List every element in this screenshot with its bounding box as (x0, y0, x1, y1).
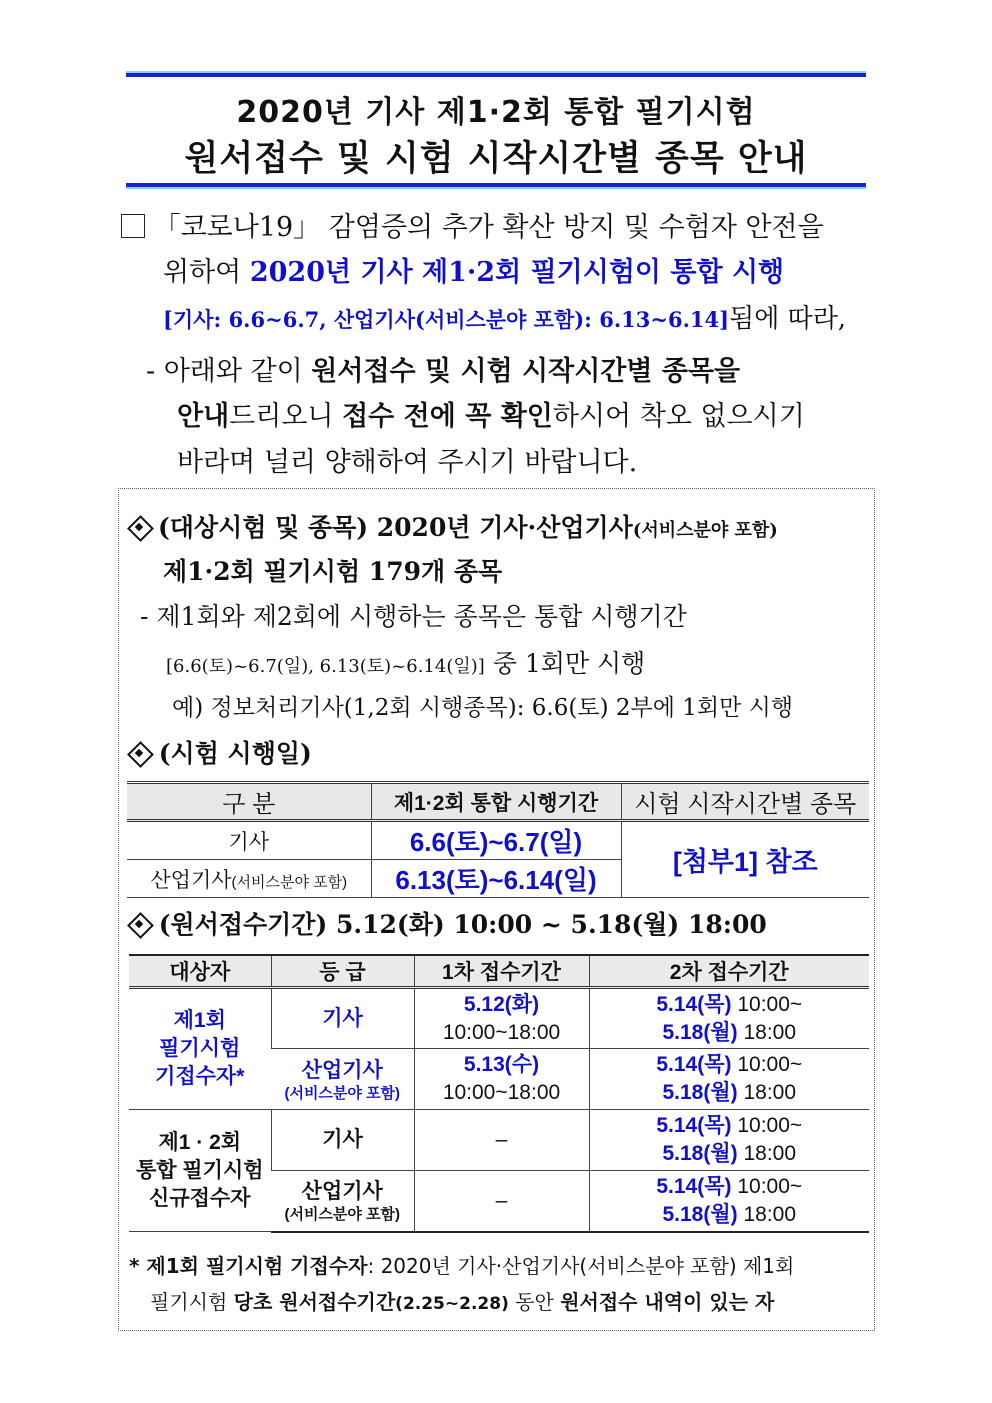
reception-first-period: 5.12(화) 10:00~18:00 (414, 988, 589, 1049)
diamond-bullet-icon (128, 913, 150, 935)
reception-table (129, 954, 869, 1233)
table-row (129, 988, 869, 1049)
reception-second-period: 5.14(목) 10:00~ 5.18(월) 18:00 (589, 1049, 869, 1110)
schedule-period: 6.13(토)~6.14(일) (371, 860, 621, 898)
reception-grade: 산업기사 (서비스분야 포함) (271, 1049, 414, 1110)
reception-header-second: 2차 접수기간 (589, 955, 869, 988)
schedule-category: 기사 (127, 821, 371, 860)
schedule-header-category: 구 분 (127, 783, 371, 821)
reception-second-period: 5.14(목) 10:00~ 5.18(월) 18:00 (589, 988, 869, 1049)
reception-group-new: 제1 · 2회 통합 필기시험 신규접수자 (129, 1110, 271, 1232)
schedule-table-header (127, 783, 869, 821)
reception-header-first: 1차 접수기간 (414, 955, 589, 988)
reception-header-grade: 등 급 (271, 955, 414, 988)
intro-line-5: 안내드리오니 접수 전에 꼭 확인하시어 착오 없으시기 (177, 401, 805, 432)
intro-line-3: [기사: 6.6~6.7, 산업기사(서비스분야 포함): 6.13~6.14]됨에 따라, (163, 304, 847, 334)
intro-line-1: 「코로나19」 감염증의 추가 확산 방지 및 수험자 안전을 (121, 205, 824, 244)
schedule-attachment-note: [첨부1] 참조 (621, 821, 869, 898)
page-title-line1: 2020년 기사 제1·2회 통합 필기시험 (236, 95, 756, 130)
reception-second-period: 5.14(목) 10:00~ 5.18(월) 18:00 (589, 1110, 869, 1171)
section-target-example: 예) 정보처리기사(1,2회 시행종목): 6.6(토) 2부에 1회만 시행 (172, 695, 794, 721)
title-bar-bottom (126, 183, 866, 189)
title-bar-top (126, 71, 866, 77)
reception-grade: 산업기사 (서비스분야 포함) (271, 1171, 414, 1232)
schedule-table (127, 781, 869, 898)
schedule-header-items: 시험 시작시간별 종목 (621, 783, 869, 821)
section-target-bullet1: - 제1회와 제2회에 시행하는 종목은 통합 시행기간 (140, 602, 687, 631)
reception-group-prior: 제1회 필기시험 기접수자* (129, 988, 271, 1110)
footnote-line-2: 필기시험 당초 원서접수기간(2.25~2.28) 동안 원서접수 내역이 있는 자 (150, 1290, 775, 1314)
diamond-bullet-icon (128, 516, 150, 538)
reception-grade: 기사 (271, 1110, 414, 1171)
section-target-heading: (대상시험 및 종목) 2020년 기사·산업기사(서비스분야 포함) (128, 508, 778, 544)
reception-first-period: – (414, 1171, 589, 1232)
page-title-line2: 원서접수 및 시험 시작시간별 종목 안내 (184, 139, 808, 179)
intro-line-2: 위하여 2020년 기사 제1·2회 필기시험이 통합 시행 (163, 257, 785, 288)
reception-grade: 기사 (271, 988, 414, 1049)
section-target-bullet2: [6.6(토)~6.7(일), 6.13(토)~6.14(일)] 중 1회만 시행 (166, 649, 646, 678)
footnote-line-1: * 제1회 필기시험 기접수자: 2020년 기사·산업기사(서비스분야 포함) 제1회 (129, 1254, 795, 1278)
diamond-bullet-icon (128, 742, 150, 764)
checkbox-icon (121, 214, 145, 238)
intro-line-4: - 아래와 같이 원서접수 및 시험 시작시간별 종목을 (146, 356, 741, 387)
table-row (129, 1110, 869, 1171)
section-schedule-heading: (시험 시행일) (128, 734, 312, 770)
intro-line-6: 바라며 널리 양해하여 주시기 바랍니다. (177, 447, 638, 478)
reception-first-period: 5.13(수) 10:00~18:00 (414, 1049, 589, 1110)
section-reception-heading: (원서접수기간) 5.12(화) 10:00 ~ 5.18(월) 18:00 (128, 905, 767, 941)
reception-second-period: 5.14(목) 10:00~ 5.18(월) 18:00 (589, 1171, 869, 1232)
reception-first-period: – (414, 1110, 589, 1171)
schedule-period: 6.6(토)~6.7(일) (371, 821, 621, 860)
schedule-category: 산업기사(서비스분야 포함) (127, 860, 371, 898)
table-row (127, 821, 869, 860)
reception-table-header (129, 955, 869, 988)
section-target-subheading: 제1·2회 필기시험 179개 종목 (163, 557, 503, 586)
schedule-header-period: 제1·2회 통합 시행기간 (371, 783, 621, 821)
reception-header-target: 대상자 (129, 955, 271, 988)
